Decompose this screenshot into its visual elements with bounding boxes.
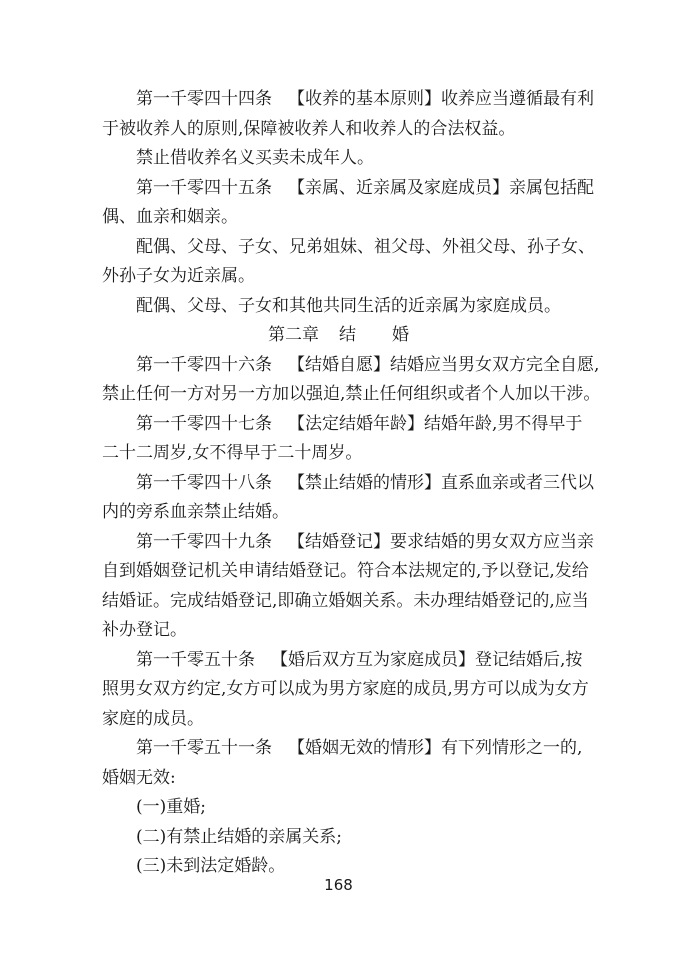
article-1047-line xyxy=(136,409,606,439)
article-1044-line xyxy=(136,84,606,114)
article-text: 【结婚登记】要求结婚的男女双方应当亲 xyxy=(288,531,594,552)
text-line: 偶、血亲和姻亲。 xyxy=(102,207,238,227)
article-1046-line xyxy=(136,350,606,380)
article-number: 第一千零四十七条 xyxy=(136,413,272,434)
article-1045-line xyxy=(136,173,606,203)
list-item: (三)未到法定婚龄。 xyxy=(136,856,286,876)
article-text: 【婚姻无效的情形】有下列情形之一的, xyxy=(288,738,583,758)
article-1049-line xyxy=(136,527,606,557)
article-text: 【收养的基本原则】收养应当遵循最有利 xyxy=(288,89,594,109)
article-text: 【婚后双方互为家庭成员】登记结婚后,按 xyxy=(271,649,583,670)
chapter-heading xyxy=(0,320,677,350)
article-text: 【亲属、近亲属及家庭成员】亲属包括配 xyxy=(288,177,594,198)
article-text: 【禁止结婚的情形】直系血亲或者三代以 xyxy=(288,472,594,493)
chapter-title-char: 婚 xyxy=(392,325,409,345)
text-line: 配偶、父母、子女和其他共同生活的近亲属为家庭成员。 xyxy=(136,295,561,316)
article-1050-line xyxy=(136,645,606,675)
text-line: 补办登记。 xyxy=(102,620,187,640)
list-item: (二)有禁止结婚的亲属关系; xyxy=(136,826,342,847)
article-number: 第一千零五十条 xyxy=(136,649,255,670)
text-line: 配偶、父母、子女、兄弟姐妹、祖父母、外祖父母、孙子女、 xyxy=(136,236,595,257)
text-line: 外孙子女为近亲属。 xyxy=(102,266,255,286)
text-line: 二十二周岁,女不得早于二十周岁。 xyxy=(102,443,363,463)
article-number: 第一千零四十四条 xyxy=(136,89,272,109)
text-line: 家庭的成员。 xyxy=(102,708,204,729)
page-number: 168 xyxy=(324,876,353,894)
chapter-number: 第二章 xyxy=(268,325,319,345)
article-text: 【结婚自愿】结婚应当男女双方完全自愿, xyxy=(288,354,600,375)
text-line: 婚姻无效: xyxy=(102,767,176,788)
article-number: 第一千零四十八条 xyxy=(136,472,272,493)
text-line: 于被收养人的原则,保障被收养人和收养人的合法权益。 xyxy=(102,118,516,139)
article-1051-line xyxy=(136,733,606,763)
article-1048-line xyxy=(136,468,606,498)
article-text: 【法定结婚年龄】结婚年龄,男不得早于 xyxy=(288,413,583,434)
article-number: 第一千零四十九条 xyxy=(136,531,272,552)
text-line: 自到婚姻登记机关申请结婚登记。符合本法规定的,予以登记,发给 xyxy=(102,561,589,581)
text-line: 内的旁系血亲禁止结婚。 xyxy=(102,502,289,522)
text-line: 照男女双方约定,女方可以成为男方家庭的成员,男方可以成为女方 xyxy=(102,679,589,699)
text-line: 禁止借收养名义买卖未成年人。 xyxy=(136,148,374,168)
text-line: 禁止任何一方对另一方加以强迫,禁止任何组织或者个人加以干涉。 xyxy=(102,384,601,404)
article-number: 第一千零四十五条 xyxy=(136,177,272,198)
list-item: (一)重婚; xyxy=(136,797,206,817)
article-number: 第一千零五十一条 xyxy=(136,738,272,758)
chapter-title-char: 结 xyxy=(339,325,356,345)
article-number: 第一千零四十六条 xyxy=(136,354,272,375)
text-line: 结婚证。完成结婚登记,即确立婚姻关系。未办理结婚登记的,应当 xyxy=(102,590,589,611)
